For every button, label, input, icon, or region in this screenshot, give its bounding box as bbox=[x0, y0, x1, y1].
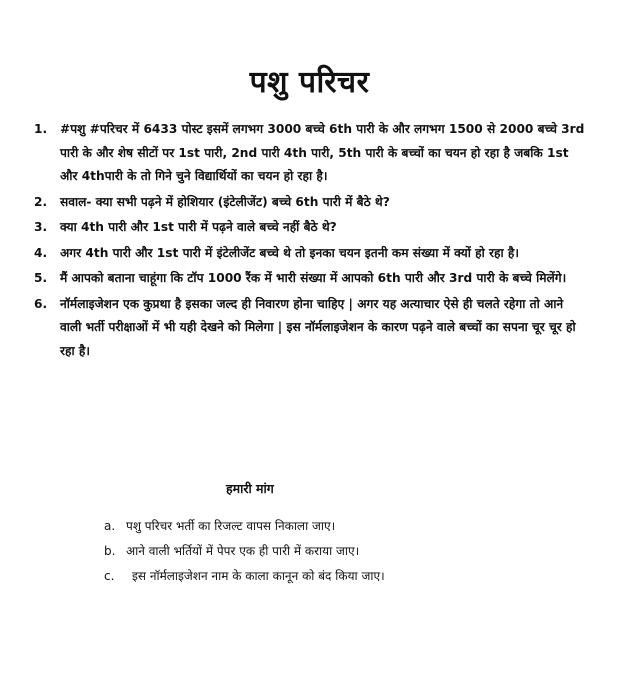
list-item bbox=[34, 118, 586, 189]
point-number: 4. bbox=[34, 245, 48, 260]
point-text: मैं आपको बताना चाहूंगा कि टॉप 1000 रैंक में भारी संख्या में आपको 6th पारी और 3rd पारी के बच्चे मिलेंगे। bbox=[60, 271, 567, 285]
demand-letter: c. bbox=[104, 569, 115, 583]
list-item bbox=[34, 216, 586, 240]
list-item bbox=[34, 267, 586, 291]
point-number: 6. bbox=[34, 296, 48, 311]
point-text: #पशु #परिचर में 6433 पोस्ट इसमें लगभग 3000 बच्चे 6th पारी के और लगभग 1500 से 2000 बच्चे 3rd पारी के और शेष सीटों पर 1st पारी, 2nd पारी 4th पारी, 5th पारी के बच्चों का चयन हो रहा है जबकि 1st और 4thपारी के तो गिने चुने विद्यार्थियों का चयन हो रहा है। bbox=[60, 122, 585, 183]
point-number: 5. bbox=[34, 271, 48, 285]
list-item bbox=[104, 514, 574, 539]
point-text: सवाल- क्या सभी पढ़ने में होशियार (इंटेलीजेंट) बच्चे 6th पारी में बैठे थे? bbox=[60, 194, 390, 209]
demands-heading: हमारी मांग bbox=[226, 481, 274, 496]
list-item bbox=[34, 242, 586, 266]
list-item bbox=[34, 191, 586, 215]
demands-list bbox=[104, 514, 574, 589]
list-item bbox=[104, 539, 574, 564]
demand-text: आने वाली भर्तियों में पेपर एक ही पारी में कराया जाए। bbox=[126, 544, 360, 558]
point-text: अगर 4th पारी और 1st पारी में इंटेलीजेंट बच्चे थे तो इनका चयन इतनी कम संख्या में क्यों हो रहा है। bbox=[60, 245, 519, 260]
demand-letter: a. bbox=[104, 519, 116, 533]
points-list bbox=[34, 118, 586, 365]
point-text: नॉर्मलाइजेशन एक कुप्रथा है इसका जल्द ही निवारण होना चाहिए | अगर यह अत्याचार ऐसे ही चलते रहेगा तो आने वाली भर्ती परीक्षाओं में भी यही देखने को मिलेगा | इस नॉर्मलाइजेशन के कारण पढ़ने वाले बच्चों का सपना चूर चूर हो रहा है। bbox=[60, 296, 576, 358]
point-text: क्या 4th पारी और 1st पारी में पढ़ने वाले बच्चे नहीं बैठे थे? bbox=[60, 220, 337, 234]
list-item bbox=[34, 293, 586, 364]
point-number: 2. bbox=[34, 194, 48, 209]
demand-letter: b. bbox=[104, 544, 116, 558]
demand-text: पशु परिचर भर्ती का रिजल्ट वापस निकाला जाए। bbox=[126, 519, 336, 533]
demand-text: इस नॉर्मलाइजेशन नाम के काला कानून को बंद किया जाए। bbox=[132, 569, 385, 583]
point-number: 1. bbox=[34, 122, 48, 136]
document-title: पशु परिचर bbox=[249, 65, 370, 100]
point-number: 3. bbox=[34, 220, 48, 234]
list-item bbox=[104, 564, 574, 589]
